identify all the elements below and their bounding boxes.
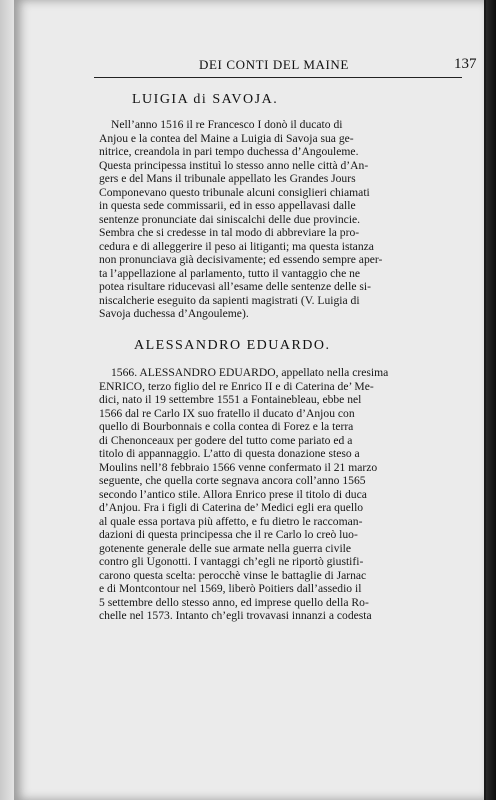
section-text-luigia xyxy=(99,118,459,321)
text-line: di Chenonceaux per godere del tutto come pariato ed a xyxy=(99,433,353,447)
text-line: gotenente generale delle sue armate nella guerra civile xyxy=(99,541,352,555)
text-line: potea risultare riducevasi all’esame delle sentenze delle si- xyxy=(99,280,372,293)
text-line: Anjou e la contea del Maine a Luigia di Savoja sua ge- xyxy=(99,131,354,145)
text-line: dazioni di questa principessa che il re Carlo lo creò luo- xyxy=(99,528,358,541)
book-gutter xyxy=(0,0,14,800)
text-line: al quale essa portava più affetto, e fu dietro le raccoman- xyxy=(99,514,363,528)
text-line: cedura e di alleggerire il peso ai litiganti; ma questa istanza xyxy=(99,239,374,253)
text-line: nitrice, creandola in pari tempo duchessa d’Angouleme. xyxy=(99,145,359,158)
text-line: Questa principessa instituì lo stesso anno nelle città d’An- xyxy=(99,158,369,172)
text-line: 1566. ALESSANDRO EDUARDO, appellato nella cresima xyxy=(111,366,389,379)
text-line: chelle nel 1573. Intanto ch’egli trovavasi innanzi a codesta xyxy=(99,609,372,622)
section-heading-alessandro: ALESSANDRO EDUARDO. xyxy=(134,338,331,353)
book-page xyxy=(14,0,484,800)
text-line: ENRICO, terzo figlio del re Enrico II e di Caterina de’ Me- xyxy=(99,379,374,393)
text-line: Moulins nell’8 febbraio 1566 venne confermato il 21 marzo xyxy=(99,460,378,474)
text-line: carono questa scelta: perocchè vinse le battaglie di Jarnac xyxy=(99,568,367,582)
text-line: ta l’appellazione al parlamento, tutto il vantaggio che ne xyxy=(99,266,361,280)
text-line: contro gli Ugonotti. I vantaggi ch’egli ne riportò giustifi- xyxy=(99,555,364,568)
page-number: 137 xyxy=(454,56,477,72)
text-line: e di Montcontour nel 1569, liberò Poitiers dall’assedio il xyxy=(99,582,362,595)
text-line: Savoja duchessa d’Angouleme). xyxy=(99,307,249,320)
text-line: 1566 dal re Carlo IX suo fratello il ducato d’Anjou con xyxy=(99,406,355,420)
text-line: niscalcherie eseguito da sapienti magistrati (V. Luigia di xyxy=(99,293,360,307)
text-line: non pronunciava già decisivamente; ed essendo sempre aper- xyxy=(99,253,383,266)
text-line: secondo l’antico stile. Allora Enrico prese il titolo di duca xyxy=(99,487,367,501)
text-line: seguente, che quella corte segnava ancora coll’anno 1565 xyxy=(99,474,366,487)
text-line: dici, nato il 19 settembre 1551 a Fontainebleau, ebbe nel xyxy=(99,393,362,406)
text-line: sentenze pronunciate dai siniscalchi delle due provincie. xyxy=(99,212,361,226)
page-edge-shadow xyxy=(486,0,496,800)
section-text-alessandro xyxy=(99,366,459,623)
header-rule xyxy=(94,77,462,78)
text-line: 5 settembre dello stesso anno, ed imprese quello della Ro- xyxy=(99,595,369,609)
text-line: quello di Bourbonnais e colla contea di Forez e la terra xyxy=(99,420,354,433)
text-line: titolo di appannaggio. L’atto di questa donazione steso a xyxy=(99,447,360,460)
running-head: DEI CONTI DEL MAINE xyxy=(199,57,349,72)
section-heading-luigia: LUIGIA di SAVOJA. xyxy=(132,92,279,107)
text-line: in questa sede commissarii, ed in esso appellavasi dalle xyxy=(99,199,356,212)
text-line: gers e del Mans il tribunale appellato les Grandes Jours xyxy=(99,172,356,185)
text-line: Nell’anno 1516 il re Francesco I donò il ducato di xyxy=(111,118,343,131)
text-line: Componevano questo tribunale alcuni consiglieri chiamati xyxy=(99,185,370,199)
text-line: d’Anjou. Fra i figli di Caterina de’ Medici egli era quello xyxy=(99,501,364,514)
text-line: Sembra che si credesse in tal modo di abbreviare la pro- xyxy=(99,226,360,239)
